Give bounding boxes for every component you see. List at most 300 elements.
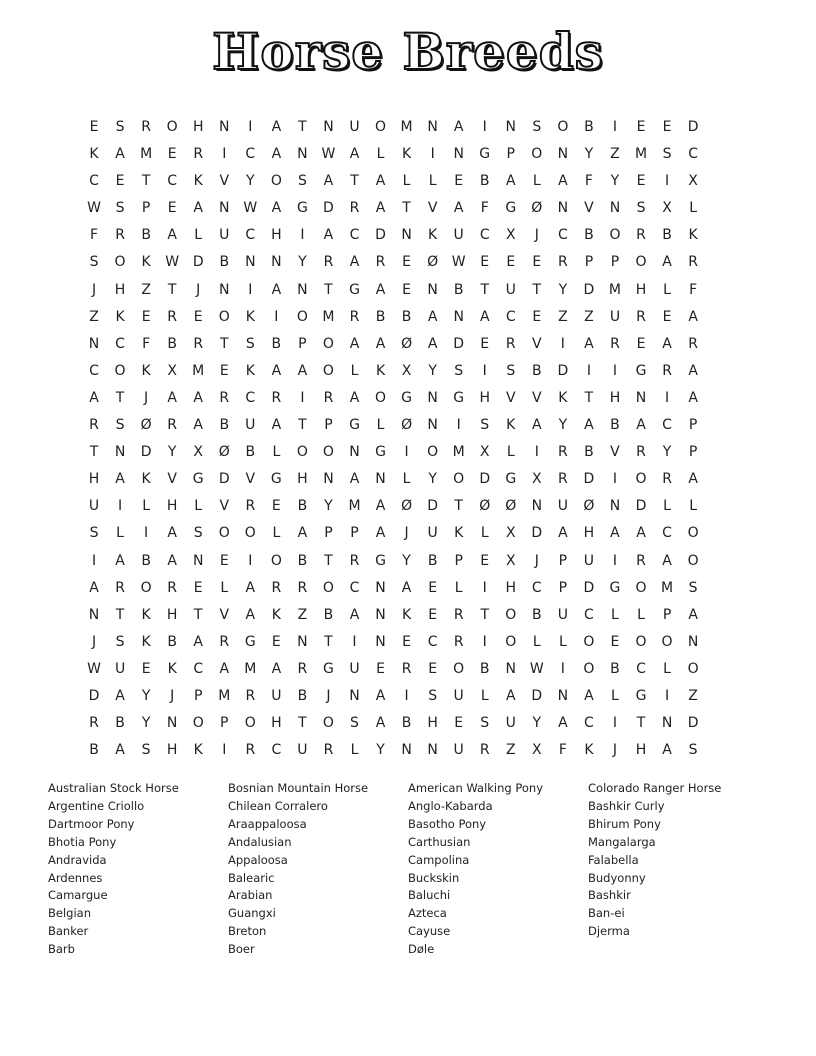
grid-letter: K [193,173,203,190]
grid-letter: X [401,362,412,379]
grid-letter: N [88,606,100,623]
grid-letter: O [375,119,387,135]
grid-letter: Ø [140,417,152,434]
grid-letter: E [532,254,542,271]
grid-letter: N [375,633,386,650]
letter-grid [81,114,706,764]
grid-letter: R [688,254,698,271]
grid-letter: R [349,308,360,325]
grid-letter: A [453,200,464,217]
grid-letter: G [635,687,647,704]
grid-letter: M [244,660,257,677]
grid-letter: K [141,362,151,379]
grid-letter: G [453,389,465,406]
grid-letter: E [271,498,281,515]
grid-letter: V [532,335,542,352]
word-list-item: Bashkir Curly [588,798,665,813]
grid-letter: Ø [401,498,413,515]
grid-letter: A [688,308,698,325]
grid-letter: I [482,579,487,596]
grid-letter: N [427,389,438,406]
word-list-item: Campolina [408,852,470,867]
grid-letter: H [271,715,282,732]
grid-row [81,277,706,304]
grid-letter: R [636,552,646,569]
grid-letter: B [532,362,542,379]
grid-letter: N [88,335,100,352]
grid-letter: L [532,173,541,190]
grid-letter: O [270,173,282,190]
grid-letter: V [245,471,256,488]
grid-letter: K [506,417,516,434]
grid-letter: F [480,200,489,217]
grid-letter: X [505,525,516,542]
grid-letter: V [219,173,230,190]
grid-letter: O [218,525,230,542]
grid-letter: J [144,389,149,406]
grid-letter: M [192,362,205,379]
grid-letter: S [532,119,542,135]
grid-letter: B [141,227,151,244]
grid-letter: K [688,227,698,244]
grid-letter: S [89,525,99,542]
grid-letter: R [115,227,125,244]
grid-letter: N [505,119,517,135]
grid-letter: O [322,335,334,352]
grid-letter: N [245,254,256,271]
grid-letter: K [89,146,99,163]
grid-letter: A [271,660,282,677]
grid-letter: L [532,633,541,650]
grid-letter: C [662,417,672,434]
grid-letter: E [454,715,464,732]
grid-letter: I [612,119,618,135]
grid-letter: O [322,444,334,461]
grid-letter: K [141,254,151,271]
grid-letter: P [220,715,229,732]
grid-letter: N [192,552,204,569]
grid-letter: C [245,146,256,163]
grid-letter: A [401,579,412,596]
grid-letter: A [662,335,672,352]
grid-letter: H [192,119,204,135]
grid-letter: C [479,227,490,244]
grid-letter: S [506,362,516,379]
grid-letter: O [583,660,595,677]
grid-letter: I [456,417,461,434]
grid-letter: R [271,579,282,596]
grid-letter: H [427,715,438,732]
grid-letter: S [454,362,464,379]
grid-letter: L [689,200,697,217]
grid-letter: A [427,335,438,352]
grid-letter: Z [610,146,620,163]
word-list-item: Ardennes [48,870,103,885]
grid-letter: L [194,227,203,244]
grid-letter: D [531,687,543,704]
grid-row [81,195,706,222]
grid-letter: I [534,444,539,461]
grid-letter: C [584,606,594,623]
grid-letter: T [115,389,125,406]
word-list-item: Camargue [48,888,108,903]
word-list-item: Banker [48,924,89,939]
grid-letter: Ø [479,498,491,515]
word-column-2 [228,780,406,959]
word-list-item: Australian Stock Horse [48,781,179,795]
grid-letter: G [635,362,647,379]
grid-letter: W [451,254,466,271]
grid-letter: C [89,362,99,379]
grid-letter: O [244,525,256,542]
word-list-item: Mangalarga [588,834,656,849]
grid-letter: I [222,146,227,163]
grid-letter: K [584,742,594,759]
grid-letter: L [142,498,151,515]
grid-letter: A [193,389,203,406]
grid-letter: A [323,173,334,190]
grid-letter: O [635,254,647,271]
grid-letter: S [115,119,125,135]
grid-letter: S [297,173,307,190]
grid-letter: P [324,525,333,542]
grid-letter: Y [402,552,411,569]
grid-letter: E [376,660,385,677]
grid-letter: L [376,417,385,434]
grid-letter: D [583,579,595,596]
grid-letter: A [532,417,542,434]
grid-letter: N [661,715,673,732]
page-title: Horse Breeds [212,22,604,81]
grid-letter: R [219,633,230,650]
grid-letter: K [167,660,177,677]
grid-letter: M [218,687,231,704]
grid-letter: O [453,660,465,677]
grid-letter: D [140,444,152,461]
grid-letter: O [635,471,647,488]
grid-letter: P [688,417,698,434]
grid-row [81,520,706,547]
grid-letter: A [349,389,360,406]
word-list-item: Cayuse [408,924,451,939]
grid-letter: U [114,660,126,677]
grid-letter: L [350,362,359,379]
grid-letter: H [166,606,178,623]
word-list-item: Ban-ei [588,906,625,921]
grid-letter: N [375,471,386,488]
grid-letter: N [297,281,308,298]
grid-letter: Y [298,254,307,271]
grid-letter: S [245,335,255,352]
grid-letter: C [193,660,204,677]
grid-letter: B [479,660,490,677]
grid-letter: D [687,119,699,135]
grid-letter: M [322,308,335,325]
grid-letter: B [89,742,99,759]
word-list-item: Andravida [48,852,107,867]
grid-letter: A [688,362,698,379]
grid-letter: A [271,362,282,379]
grid-letter: R [558,444,568,461]
grid-letter: M [634,146,648,163]
grid-letter: H [505,579,517,596]
grid-letter: P [454,552,463,569]
grid-letter: B [245,444,256,461]
grid-letter: A [271,417,282,434]
grid-row [81,141,706,168]
grid-letter: L [350,742,359,759]
grid-letter: A [271,281,282,298]
grid-letter: N [427,119,438,135]
grid-letter: K [271,606,281,623]
grid-letter: Y [662,444,672,461]
grid-letter: R [636,444,646,461]
grid-letter: A [115,146,125,163]
grid-letter: X [688,173,698,190]
grid-letter: C [271,742,282,759]
grid-letter: E [271,633,281,650]
grid-letter: E [167,200,177,217]
grid-letter: I [664,173,670,190]
grid-letter: R [245,742,256,759]
grid-letter: I [560,335,565,352]
grid-letter: A [558,715,568,732]
grid-letter: R [89,715,99,732]
grid-letter: G [244,633,256,650]
grid-letter: I [91,552,97,569]
grid-letter: P [662,606,672,623]
grid-letter: E [662,308,672,325]
grid-letter: E [402,281,412,298]
grid-letter: G [505,471,517,488]
grid-letter: L [272,444,281,461]
grid-letter: A [505,687,516,704]
grid-row [81,412,706,439]
grid-letter: P [584,254,594,271]
word-list-item: Djerma [588,924,630,939]
grid-letter: O [270,552,282,569]
grid-letter: J [91,633,97,650]
grid-letter: H [297,471,308,488]
grid-letter: Y [376,742,385,759]
grid-letter: H [635,742,647,759]
grid-letter: J [170,687,175,704]
grid-letter: N [323,471,334,488]
grid-letter: F [558,742,567,759]
grid-letter: D [687,715,699,732]
grid-letter: L [272,525,281,542]
grid-letter: I [664,389,670,406]
grid-letter: L [558,633,567,650]
grid-letter: J [91,281,97,298]
grid-letter: A [375,200,386,217]
grid-letter: B [167,335,177,352]
grid-letter: Y [584,146,594,163]
grid-letter: U [88,498,100,515]
grid-letter: O [296,308,308,325]
grid-letter: E [480,254,490,271]
grid-letter: U [297,742,308,759]
grid-letter: Y [246,173,255,190]
word-list-item: Boer [228,942,255,957]
grid-letter: B [297,552,308,569]
grid-letter: N [349,687,360,704]
grid-letter: T [584,389,594,406]
grid-letter: O [218,308,230,325]
grid-letter: T [115,606,125,623]
grid-letter: U [271,687,282,704]
grid-row [81,656,706,683]
grid-letter: U [453,742,464,759]
grid-letter: T [167,281,177,298]
grid-row [81,602,706,629]
grid-letter: R [167,579,178,596]
grid-letter: O [453,471,465,488]
grid-letter: R [141,119,151,135]
grid-letter: G [505,200,517,217]
grid-letter: U [245,417,256,434]
grid-letter: C [531,579,542,596]
grid-letter: I [300,389,305,406]
word-list-item: Barb [48,942,75,957]
word-list-item: Baluchi [408,888,451,903]
grid-letter: K [401,606,412,623]
grid-letter: G [375,444,386,461]
grid-letter: Ø [427,254,439,271]
grid-letter: B [584,444,594,461]
grid-letter: D [635,498,647,515]
grid-letter: L [663,660,671,677]
word-list-item: Bashkir [588,888,631,903]
grid-letter: E [636,119,646,135]
grid-letter: I [248,119,253,135]
grid-letter: Z [558,308,568,325]
grid-letter: P [688,444,698,461]
grid-letter: S [662,146,672,163]
grid-letter: C [662,525,672,542]
word-list-item: Guangxi [228,906,276,921]
grid-letter: R [505,335,516,352]
grid-letter: Ø [218,444,230,461]
grid-letter: O [505,606,517,623]
grid-letter: T [89,444,99,461]
grid-letter: A [375,525,386,542]
grid-letter: T [350,173,359,190]
grid-letter: Ø [401,335,413,352]
grid-letter: T [324,552,333,569]
grid-letter: A [688,471,698,488]
grid-letter: A [558,173,568,190]
grid-letter: S [350,715,359,732]
grid-letter: D [479,471,491,488]
grid-letter: N [219,281,230,298]
grid-letter: C [505,308,516,325]
grid-letter: R [349,200,360,217]
grid-letter: K [401,146,412,163]
grid-letter: A [375,715,386,732]
grid-letter: D [453,335,465,352]
grid-letter: G [349,417,360,434]
grid-letter: G [479,146,491,163]
grid-letter: X [505,227,516,244]
grid-letter: A [688,389,698,406]
grid-letter: M [140,146,153,163]
grid-letter: K [193,742,203,759]
grid-letter: P [350,525,359,542]
grid-row [81,629,706,656]
grid-letter: A [558,525,568,542]
grid-letter: B [453,281,464,298]
grid-letter: B [375,308,386,325]
grid-letter: L [454,579,463,596]
grid-letter: J [612,742,618,759]
grid-letter: A [349,254,360,271]
grid-letter: B [401,715,412,732]
grid-letter: B [584,119,594,135]
grid-letter: M [661,579,674,596]
grid-letter: N [687,633,699,650]
grid-letter: Y [141,715,151,732]
grid-letter: B [401,308,412,325]
grid-letter: K [141,633,151,650]
grid-letter: O [322,715,334,732]
grid-letter: A [584,417,594,434]
grid-letter: U [349,660,360,677]
grid-letter: B [167,633,177,650]
grid-letter: V [219,498,230,515]
grid-letter: T [532,281,542,298]
grid-letter: R [323,742,334,759]
grid-letter: C [245,389,256,406]
grid-letter: F [142,335,151,352]
grid-letter: A [453,119,464,135]
grid-letter: V [610,444,620,461]
grid-letter: R [193,146,204,163]
grid-letter: E [167,146,177,163]
grid-letter: T [324,633,333,650]
grid-letter: I [404,444,409,461]
grid-letter: A [427,308,438,325]
grid-letter: R [115,579,125,596]
word-list-item: Appaloosa [228,852,288,867]
grid-letter: K [558,389,568,406]
grid-letter: Y [532,715,542,732]
grid-letter: N [297,146,308,163]
grid-letter: N [609,498,621,515]
grid-letter: A [349,335,360,352]
word-list-item: Dartmoor Pony [48,816,135,831]
grid-letter: K [245,362,255,379]
grid-letter: D [218,471,230,488]
grid-letter: L [402,471,411,488]
word-list-item: Chilean Corralero [228,798,328,813]
grid-letter: S [428,687,438,704]
grid-letter: N [375,606,386,623]
grid-letter: N [219,119,230,135]
grid-letter: A [193,417,203,434]
grid-letter: L [402,173,411,190]
grid-letter: O [427,444,439,461]
grid-letter: T [298,119,307,135]
grid-letter: L [663,498,671,515]
grid-letter: T [402,200,411,217]
grid-letter: E [454,173,464,190]
grid-letter: U [505,281,516,298]
grid-letter: N [557,200,569,217]
grid-letter: N [427,417,438,434]
grid-letter: G [349,281,360,298]
grid-letter: A [323,227,334,244]
